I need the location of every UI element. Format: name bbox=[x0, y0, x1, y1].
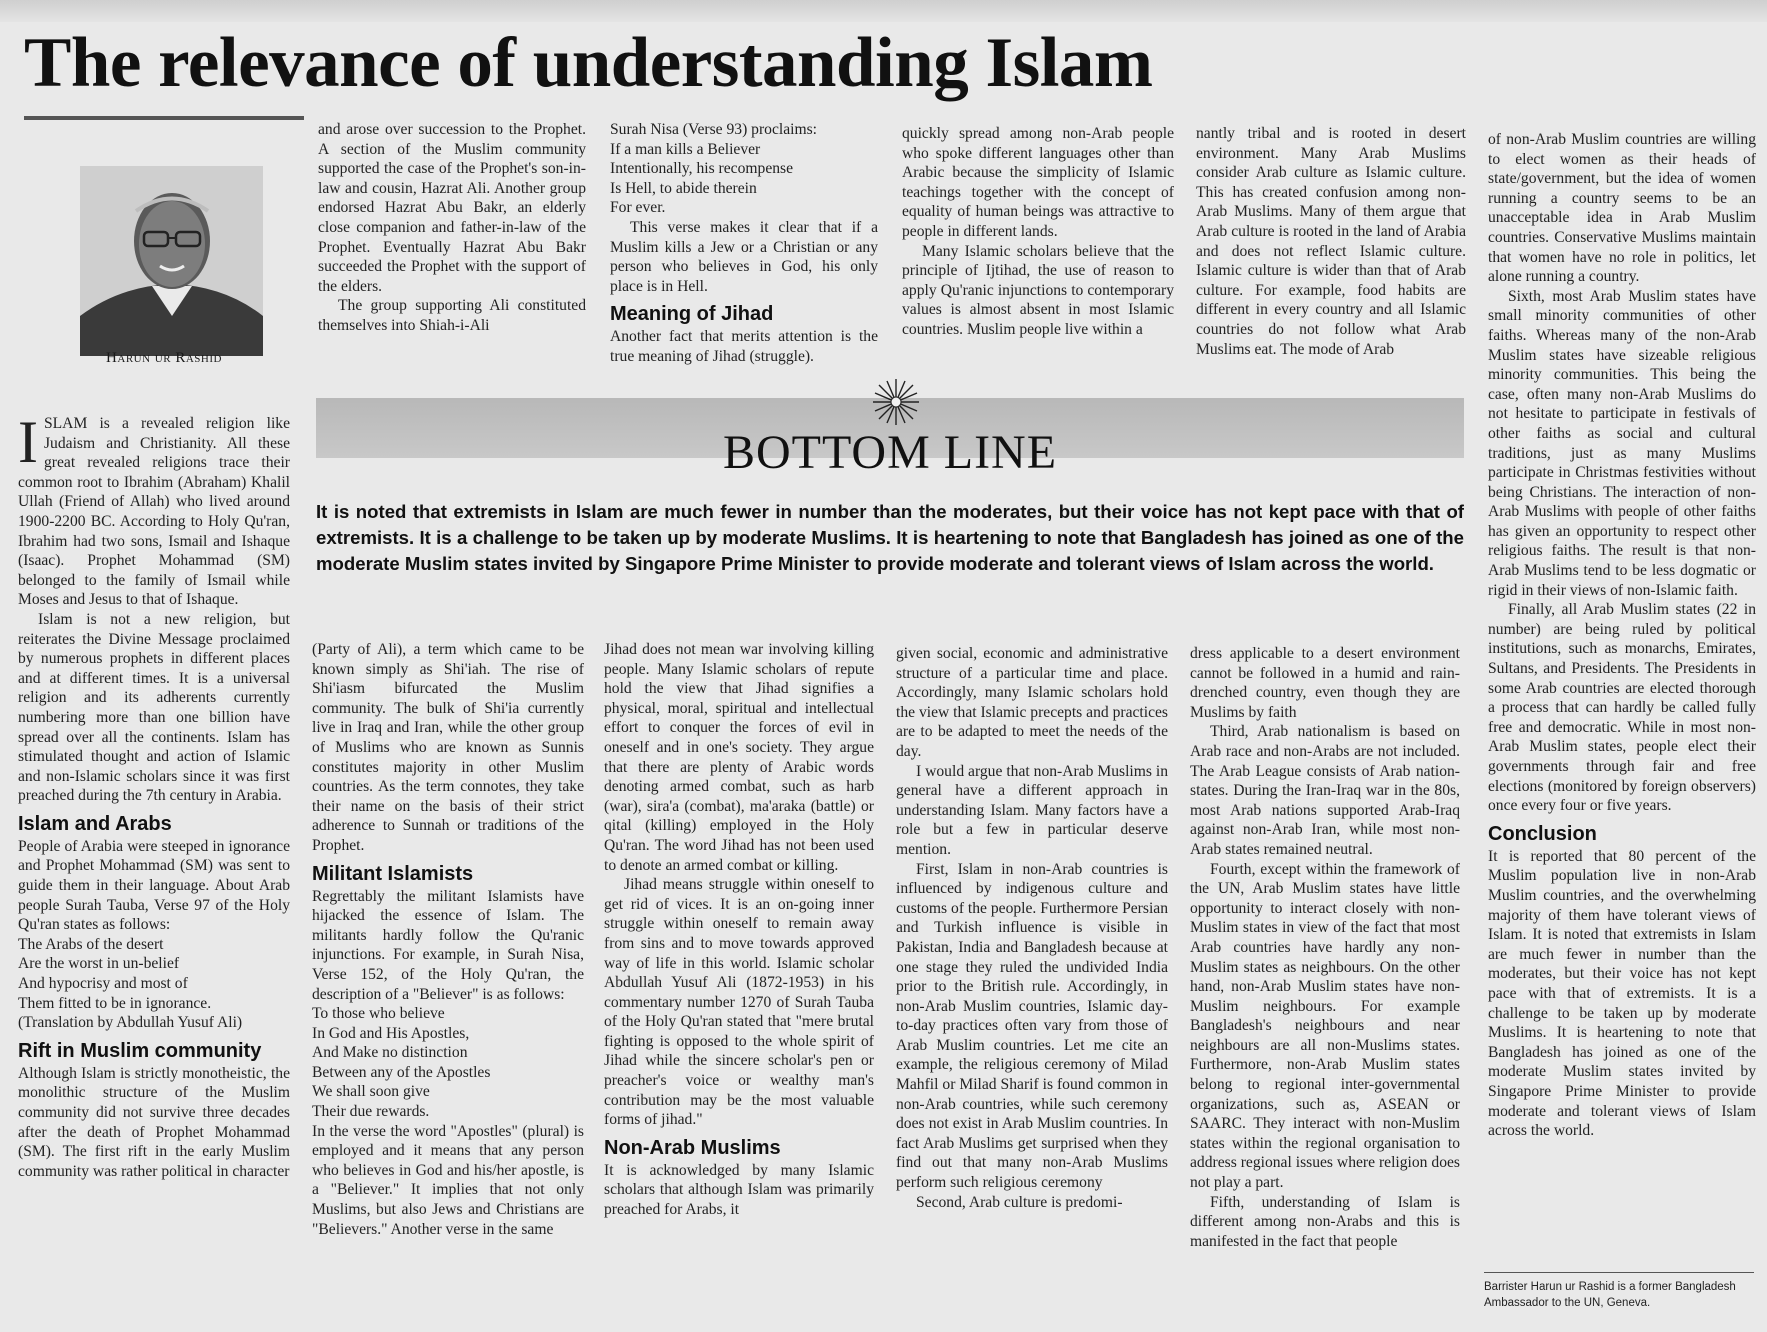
paragraph: quickly spread among non-Arab people who spoke different languages other than Arabic because the simplicity of Islamic teachings together with the concept of equality of human beings was attractive to people in different lands. bbox=[902, 125, 1174, 240]
paragraph: Surah Nisa (Verse 93) proclaims: bbox=[610, 121, 817, 138]
subhead-conclusion: Conclusion bbox=[1488, 822, 1597, 845]
article-column-3-top bbox=[610, 120, 878, 376]
paragraph: of non-Arab Muslim countries are willing to elect women as their heads of state/government, but the idea of women running a country seems to be an unacceptable idea in Arab Muslim countries. Conservative Muslims maintain that women have no role in politics, let alone running a country. bbox=[1488, 131, 1756, 286]
drop-cap: I bbox=[18, 414, 38, 475]
subhead-rift-in-muslim-community: Rift in Muslim community bbox=[18, 1039, 262, 1062]
article-column-6 bbox=[1488, 130, 1756, 1272]
article-column-4-top bbox=[902, 124, 1174, 380]
headline-rule bbox=[24, 116, 304, 120]
verse-line: If a man kills a Believer bbox=[610, 140, 761, 158]
author-photo bbox=[80, 166, 263, 356]
author-byline: Harun ur Rashid bbox=[106, 350, 222, 366]
paragraph: Fourth, except within the framework of the UN, Arab Muslim states have little opportunity to interact closely with non-Muslim states in view of the fact that most Arab countries have hardly any non-Muslim states as neighbours. On the other hand, non-Arab Muslim states have non-Muslim neighbours. For example Bangladesh's neighbours and near neighbours are all non-Muslims states. Furthermore, non-Arab Muslim states belong to regional inter-governmental organizations, such as, ASEAN or SAARC. They interact with non-Muslim states within the regional organisation to address regional issues where religion does not play a part. bbox=[1190, 860, 1460, 1192]
paragraph: I would argue that non-Arab Muslims in general have a different approach in understanding Islam. Many factors have a role but a few in particular deserve mention. bbox=[896, 762, 1168, 858]
article-column-3-bottom bbox=[604, 640, 874, 1310]
subhead-islam-and-arabs: Islam and Arabs bbox=[18, 812, 172, 835]
subhead-militant-islamists: Militant Islamists bbox=[312, 862, 474, 885]
paragraph: The group supporting Ali constituted themselves into Shiah-i-Ali bbox=[318, 297, 586, 334]
author-credit: Barrister Harun ur Rashid is a former Bangladesh Ambassador to the UN, Geneva. bbox=[1484, 1281, 1736, 1309]
verse-line: The Arabs of the desert bbox=[18, 935, 164, 953]
paragraph: Many Islamic scholars believe that the principle of Ijtihad, the use of reason to apply Qu'ranic injunctions to contemporary values is almost absent in most Islamic countries. Muslim people live within a bbox=[902, 242, 1174, 338]
article-column-5-top bbox=[1196, 124, 1466, 380]
subhead-meaning-of-jihad: Meaning of Jihad bbox=[610, 303, 774, 326]
paragraph: People of Arabia were steeped in ignorance and Prophet Mohammad (SM) was sent to guide them in their language. About Arab people Surah Tauba, Verse 97 of the Holy Qu'ran states as follows: bbox=[18, 837, 290, 934]
article-column-1 bbox=[18, 414, 290, 1324]
paragraph: dress applicable to a desert environment cannot be followed in a humid and rain-drenched country, even though they are Muslims by faith bbox=[1190, 645, 1460, 721]
verse-line: Are the worst in un-belief bbox=[18, 955, 180, 973]
paragraph: It is acknowledged by many Islamic scholars that although Islam was primarily preached for Arabs, it bbox=[604, 1161, 874, 1219]
verse-line: For ever. bbox=[610, 199, 666, 217]
verse-line: Between any of the Apostles bbox=[312, 1063, 491, 1081]
author-portrait-icon bbox=[80, 166, 263, 356]
verse-line: We shall soon give bbox=[312, 1083, 430, 1101]
verse-line: To those who believe bbox=[312, 1005, 445, 1023]
verse-line: And hypocrisy and most of bbox=[18, 975, 188, 993]
article-column-5-bottom bbox=[1190, 644, 1460, 1320]
verse-line: Them fitted to be in ignorance. (Translation by Abdullah Yusuf Ali) bbox=[18, 994, 243, 1032]
paragraph: Sixth, most Arab Muslim states have small minority communities of other faiths. Whereas many of the non-Arab Muslim states have sizeable religious minority communities. This being the case, often many non-Arab Muslims do not hesitate to participate in festivals of other faiths as social and cultural traditions, just as many Muslims participate in Christmas festivities without being Christians. The interaction of non-Arab Muslims with people of other faiths has given an opportunity to respect other religious faiths. The result is that non-Arab Muslims tend to be less dogmatic or rigid in their views of non-Islamic faith. bbox=[1488, 287, 1756, 599]
paragraph: Third, Arab nationalism is based on Arab race and non-Arabs are not included. The Arab League consists of Arab nation-states. During the Iran-Iraq war in the 80s, most Arab nations supported Arab-Iraq against non-Arab Iran, while most non-Arab states remained neutral. bbox=[1190, 723, 1460, 858]
verse-line: Intentionally, his recompense bbox=[610, 160, 794, 178]
article-column-2-bottom bbox=[312, 640, 584, 1310]
paragraph: It is reported that 80 percent of the Muslim population live in non-Arab Muslim countries, and the overwhelming majority of them have tolerant views of Islam. It is noted that extremists in Islam are much fewer in number than the moderates, but their voice has not kept pace with that of extremists. It is a challenge to be taken up by moderate Muslims. It is heartening to note that Bangladesh has joined as one of the moderate Muslim states invited by Singapore Prime Minister to provide moderate and tolerant views of Islam across the world. bbox=[1488, 847, 1756, 1140]
paragraph: Fifth, understanding of Islam is different among non-Arabs and this is manifested in the fact that people bbox=[1190, 1193, 1460, 1250]
paragraph: Second, Arab culture is predomi- bbox=[916, 1193, 1123, 1211]
intro-paragraph: ISLAM is a revealed religion like Judaism and Christianity. All these great revealed religions trace their common root to Ibrahim (Abraham) Khalil Ullah (Friend of Allah) who lived around 1900-2200 BC. According to Holy Qu'ran, Ibrahim had two sons, Ismail and Ishaque (Isaac). Prophet Mohammad (SM) belonged to the family of Ismail while Moses and Jesus to that of Ishaque. bbox=[18, 414, 290, 609]
paragraph: Another fact that merits attention is the true meaning of Jihad (struggle). bbox=[610, 328, 878, 365]
paragraph: and arose over succession to the Prophet. A section of the Muslim community supported the case of the Prophet's son-in-law and cousin, Hazrat Ali. Another group endorsed Hazrat Abu Bakr, an elderly close companion and father-in-law of the Prophet. Eventually Hazrat Abu Bakr succeeded the Prophet with the support of the elders. bbox=[318, 121, 586, 295]
paragraph: Jihad does not mean war involving killing people. Many Islamic scholars of repute hold the view that Jihad signifies a physical, moral, spiritual and intellectual effort to conquer the forces of evil in oneself and in one's society. They argue that there are plenty of Arabic words denoting armed combat, such as harb (war), sira'a (combat), ma'araka (battle) or qital (killing) employed in the Holy Qu'ran. The word Jihad has not been used to denote an armed combat or killing. bbox=[604, 641, 874, 874]
sunburst-icon bbox=[871, 377, 921, 427]
paragraph: (Party of Ali), a term which came to be known simply as Shi'iah. The rise of Shi'iasm bifurcated the Muslim community. The bulk of Shi'ia currently live in Iraq and Iran, while the other group of Muslims who are known as Sunnis constitutes majority in other Muslim countries. As the term connotes, they take their name on the basis of their strict adherence to Sunnah or traditions of the Prophet. bbox=[312, 641, 584, 854]
paragraph: Although Islam is strictly monotheistic, the monolithic structure of the Muslim community did not survive three decades after the death of Prophet Mohammad (SM). The first rift in the early Muslim community was rather political in character bbox=[18, 1064, 290, 1180]
verse-line: And Make no distinction bbox=[312, 1044, 468, 1062]
article-column-2-top bbox=[318, 120, 586, 376]
bottom-line-text: It is noted that extremists in Islam are much fewer in number than the moderates, but their voice has not kept pace with that of extremists. It is a challenge to be taken up by moderate Muslims. It is heartening to note that Bangladesh has joined as one of the moderate Muslim states invited by Singapore Prime Minister to provide moderate and tolerant views of Islam across the world. bbox=[316, 501, 1464, 574]
paragraph: given social, economic and administrative structure of a particular time and place. Accordingly, many Islamic scholars hold the view that Islamic precepts and practices are to be adapted to meet the needs of the day. bbox=[896, 645, 1168, 760]
bottom-line-title: BOTTOM LINE bbox=[722, 426, 1058, 479]
paragraph: Regrettably the militant Islamists have hijacked the essence of Islam. The militants hardly follow the Qu'ranic injunctions. For example, in Surah Nisa, Verse 152, of the Holy Qu'ran, the description of a "Believer" is as follows: bbox=[312, 887, 584, 1003]
verse-line: Is Hell, to abide therein bbox=[610, 179, 757, 197]
paragraph: In the verse the word "Apostles" (plural) is employed and it means that any person who believes in God and his/her apostle, is a "Believer." It implies that not only Muslims, but also Jews and Christians are "Believers." Another verse in the same bbox=[312, 1122, 584, 1238]
headline: The relevance of understanding Islam bbox=[24, 24, 1153, 102]
paragraph: This verse makes it clear that if a Muslim kills a Jew or a Christian or any person who believes in God, his only place is in Hell. bbox=[610, 218, 878, 295]
verse-line: In God and His Apostles, bbox=[312, 1024, 470, 1042]
paragraph: Finally, all Arab Muslim states (22 in number) are being ruled by political institutions, such as monarchs, Emirates, Sultans, and Presidents. The Presidents in some Arab countries are elected thorough a process that can hardly be called fully free and democratic. While in most non-Arab Muslim states, people elect their governments through fair and free elections (monitored by foreign observers) once every four or five years. bbox=[1488, 601, 1756, 815]
paragraph: Jihad means struggle within oneself to get rid of vices. It is an on-going inner struggle within oneself to remain away from sins and to move towards approved way of life in this world. Islamic scholar Abdullah Yusuf Ali (1872-1953) in his commentary number 1270 of Surah Tauba of the Holy Qu'ran stated that "mere brutal fighting is opposed to the whole spirit of Jihad while the sincere scholar's pen or preacher's voice or wealthy man's contribution may be the most valuable forms of jihad." bbox=[604, 876, 874, 1129]
paragraph: Islam is not a new religion, but reiterates the Divine Message proclaimed by numerous prophets in different places and at different times. It is a universal religion and its adherents currently numbering more than one billion have spread over all the continents. Islam has stimulated thought and action of Islamic and non-Islamic scholars since it was first preached during the 7th century in Arabia. bbox=[18, 610, 290, 805]
verse-line: Their due rewards. bbox=[312, 1103, 430, 1121]
paragraph: nantly tribal and is rooted in desert environment. Many Arab Muslims consider Arab culture as Islamic culture. This has created confusion among non-Arab Muslims. Many of them argue that Arab culture is rooted in the land of Arabia and does not reflect Islamic culture. Islamic culture is wider than that of Arab culture. For example, food habits are different in every country and all Islamic countries do not follow what Arab Muslims eat. The mode of Arab bbox=[1196, 125, 1466, 358]
credit-rule bbox=[1484, 1272, 1754, 1273]
paragraph: First, Islam in non-Arab countries is influenced by indigenous culture and customs of the people. Furthermore Persian and Turkish influence is visible in Pakistan, India and Bangladesh because at one stage they ruled the undivided India prior to the British rule. Accordingly, in non-Arab Muslim countries, Islamic day-to-day practices often vary from those of Arab Muslim countries. Let me cite an example, the religious ceremony of Milad Mahfil or Milad Sharif is found common in non-Arab countries, while such ceremony does not exist in Arab Muslim countries. In fact Arab Muslims get surprised when they find out that many non-Arab Muslims perform such religious ceremony bbox=[896, 860, 1168, 1192]
article-column-4-bottom bbox=[896, 644, 1168, 1314]
subhead-non-arab-muslims: Non-Arab Muslims bbox=[604, 1136, 781, 1159]
